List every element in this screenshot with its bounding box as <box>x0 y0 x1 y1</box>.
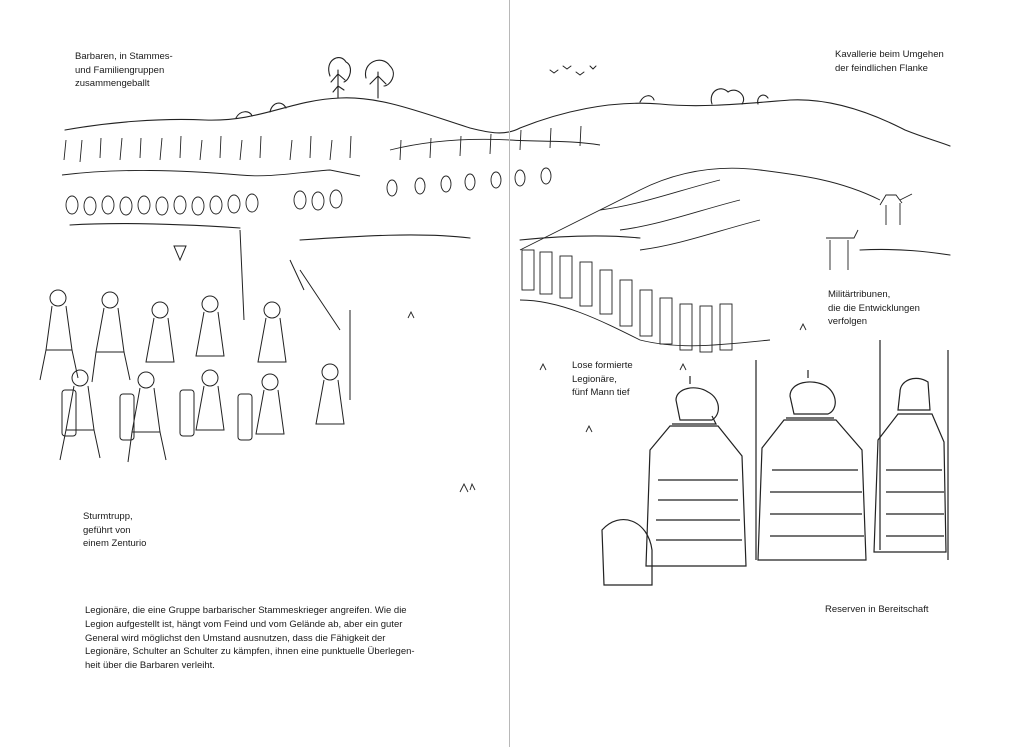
assault-troop <box>40 230 350 462</box>
grass-tufts <box>408 312 806 492</box>
birds <box>550 66 596 75</box>
assault-troop-label: Sturmtrupp, geführt von einem Zenturio <box>83 511 147 549</box>
page-spine <box>509 0 510 747</box>
cavalry-label: Kavallerie beim Umgehen der feindlichen Flanke <box>835 49 944 74</box>
figure-caption: Legionäre, die eine Gruppe barbarischer Stammeskrieger angreifen. Wie die Legion aufgestellt ist, hängt vom Feind und vom Gelände ab, aber ein guter General wird möglichst den Umstand ausnutzen, dass die Fähigkeit der Legionäre, Schulter an Schulter zu kämpfen, ihnen eine punktuelle Überlegen- heit über die Barbaren verleiht. <box>85 605 415 672</box>
hill-line <box>65 98 950 146</box>
tribunes-label: Militärtribunen, die die Entwicklungen verfolgen <box>828 289 920 327</box>
legionaries-label: Lose formierte Legionäre, fünf Mann tief <box>572 360 633 398</box>
trees-right <box>640 89 768 104</box>
barbarian-horde <box>62 126 600 215</box>
barbarians-label: Barbaren, in Stammes- und Familiengruppen zusammengeballt <box>75 51 173 89</box>
trees-left <box>236 58 393 118</box>
reserves-label: Reserven in Bereitschaft <box>825 604 929 615</box>
reserve-soldiers <box>602 340 948 585</box>
